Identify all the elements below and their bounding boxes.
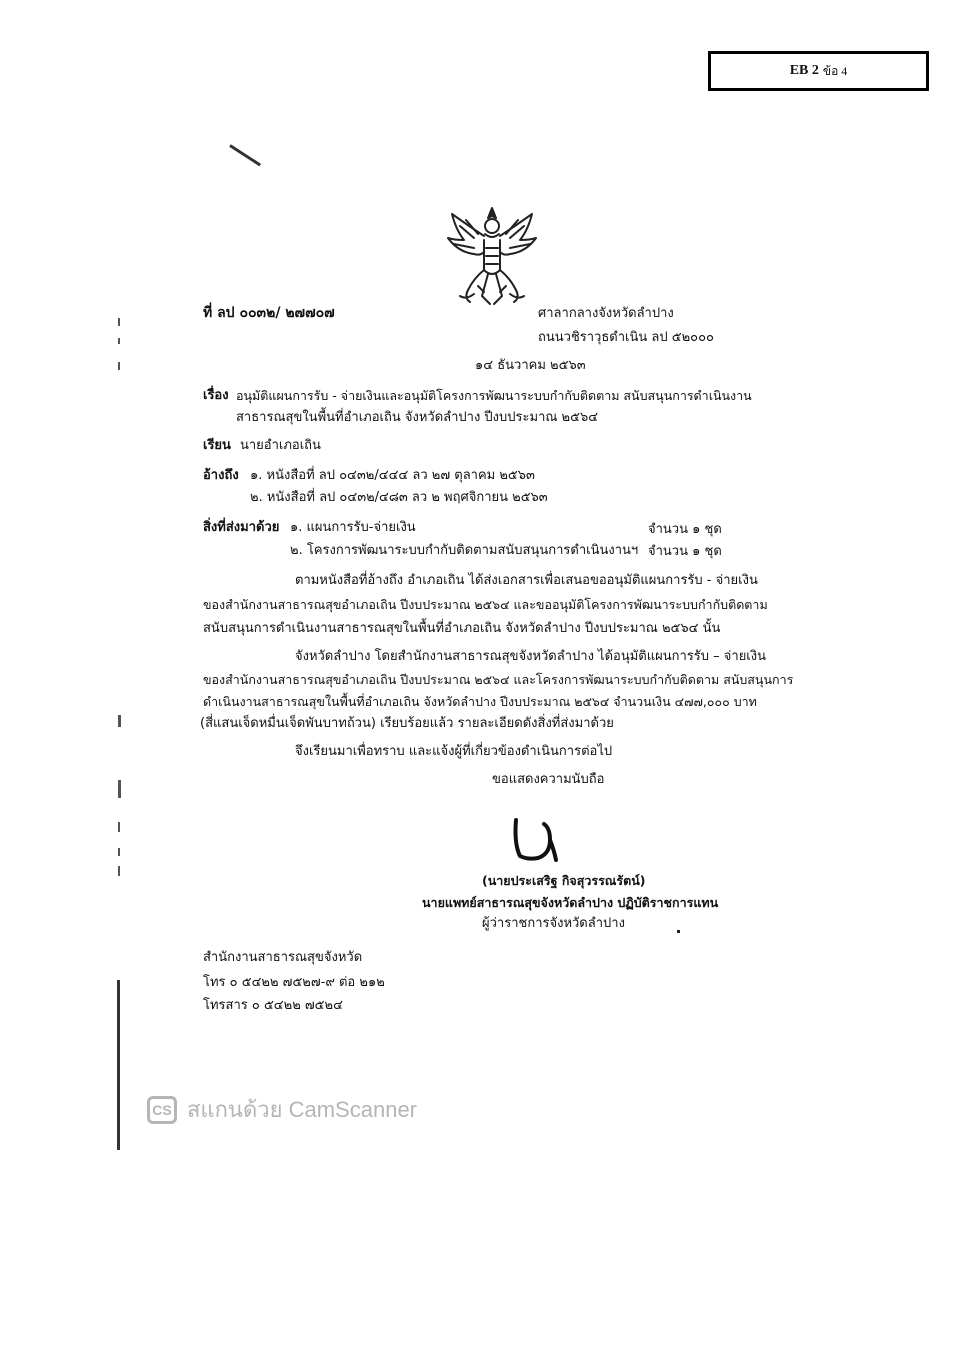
scan-edge-mark [118, 362, 120, 370]
paragraph-2-line-3: ดำเนินงานสาธารณสุขในพื้นที่อำเภอเถิน จังหวัดลำปาง ปีงบประมาณ ๒๕๖๔ จำนวนเงิน ๔๗๗,๐๐๐ บาท [203, 694, 757, 709]
scan-edge-mark [118, 338, 120, 344]
signer-name: (นายประเสริฐ กิจสุวรรณรัตน์) [482, 873, 646, 888]
paragraph-1-line-2: ของสำนักงานสาธารณสุขอำเภอเถิน ปีงบประมาณ ๒๕๖๔ และขออนุมัติโครงการพัฒนาระบบกำกับติดตาม [203, 597, 768, 612]
letter-number: ที่ ลป ๐๐๓๒/ ๒๗๗๐๗ [203, 305, 335, 321]
scan-edge-mark [118, 866, 120, 876]
pen-stroke-mark [229, 144, 261, 166]
subject-line2: สาธารณสุขในพื้นที่อำเภอเถิน จังหวัดลำปาง ปีงบประมาณ ๒๕๖๔ [236, 410, 599, 425]
paragraph-2-line-1: จังหวัดลำปาง โดยสำนักงานสาธารณสุขจังหวัดลำปาง ได้อนุมัติแผนการรับ – จ่ายเงิน [295, 649, 766, 664]
camscanner-watermark [147, 1092, 417, 1127]
reference-label: อ้างถึง [203, 468, 239, 483]
paragraph-1-line-1: ตามหนังสือที่อ้างถึง อำเภอเถิน ได้ส่งเอกสารเพื่อเสนอขออนุมัติแผนการรับ - จ่ายเงิน [295, 573, 758, 588]
footer-telephone: โทร ๐ ๕๔๒๒ ๗๕๒๗-๙ ต่อ ๒๑๒ [203, 975, 385, 990]
exhibit-label: EB 2 [789, 63, 819, 78]
exhibit-label-item: ข้อ 4 [822, 63, 848, 78]
paragraph-2-line-2: ของสำนักงานสาธารณสุขอำเภอเถิน ปีงบประมาณ ๒๕๖๔ และโครงการพัฒนาระบบกำกับติดตาม สนับสนุนการ [203, 672, 794, 687]
footer-office: สำนักงานสาธารณสุขจังหวัด [203, 950, 363, 965]
signer-title-line2: ผู้ว่าราชการจังหวัดลำปาง [482, 916, 625, 931]
scan-edge-mark [118, 822, 120, 832]
signer-title-line1: นายแพทย์สาธารณสุขจังหวัดลำปาง ปฏิบัติราชการแทน [422, 895, 719, 910]
subject-line1: อนุมัติแผนการรับ - จ่ายเงินและอนุมัติโครงการพัฒนาระบบกำกับติดตาม สนับสนุนการดำเนินงาน [236, 388, 752, 403]
handwritten-signature [510, 814, 560, 862]
paragraph-2-line-4: (สี่แสนเจ็ดหมื่นเจ็ดพันบาทถ้วน) เรียบร้อยแล้ว รายละเอียดดังสิ่งที่ส่งมาด้วย [200, 716, 614, 731]
scan-edge-mark [118, 318, 120, 326]
garuda-emblem [444, 204, 540, 308]
letter-date: ๑๔ ธันวาคม ๒๕๖๓ [475, 358, 586, 373]
camscanner-text: สแกนด้วย CamScanner [187, 1097, 418, 1122]
enclosure-1-quantity: จำนวน ๑ ชุด [648, 522, 722, 537]
enclosure-label: สิ่งที่ส่งมาด้วย [203, 520, 280, 535]
paragraph-3: จึงเรียนมาเพื่อทราบ และแจ้งผู้ที่เกี่ยวข้องดำเนินการต่อไป [295, 744, 613, 759]
subject-label: เรื่อง [203, 388, 229, 403]
scan-edge-line [117, 980, 120, 1150]
enclosure-2: ๒. โครงการพัฒนาระบบกำกับติดตามสนับสนุนการดำเนินงานฯ [290, 543, 639, 558]
reference-2: ๒. หนังสือที่ ลป ๐๔๓๒/๔๘๓ ลว ๒ พฤศจิกายน ๒๕๖๓ [250, 490, 548, 505]
ink-dot [677, 930, 680, 933]
paragraph-1-line-3: สนับสนุนการดำเนินงานสาธารณสุขในพื้นที่อำเภอเถิน จังหวัดลำปาง ปีงบประมาณ ๒๕๖๔ นั้น [203, 621, 721, 636]
issuing-office-line2: ถนนวชิราวุธดำเนิน ลป ๕๒๐๐๐ [538, 330, 714, 345]
enclosure-2-quantity: จำนวน ๑ ชุด [648, 544, 722, 559]
scan-edge-mark [118, 715, 121, 727]
footer-fax: โทรสาร ๐ ๕๔๒๒ ๗๕๒๔ [203, 998, 343, 1013]
addressee-label: เรียน [203, 438, 231, 453]
camscanner-logo-icon: CS [147, 1096, 177, 1124]
exhibit-label-box [708, 51, 929, 91]
scan-edge-mark [118, 780, 121, 798]
reference-1: ๑. หนังสือที่ ลป ๐๔๓๒/๔๔๔ ลว ๒๗ ตุลาคม ๒๕๖๓ [250, 468, 535, 483]
enclosure-1: ๑. แผนการรับ-จ่ายเงิน [290, 520, 416, 535]
closing-phrase: ขอแสดงความนับถือ [492, 772, 605, 787]
issuing-office-line1: ศาลากลางจังหวัดลำปาง [538, 306, 674, 321]
addressee: นายอำเภอเถิน [240, 438, 321, 453]
scan-edge-mark [118, 848, 120, 856]
